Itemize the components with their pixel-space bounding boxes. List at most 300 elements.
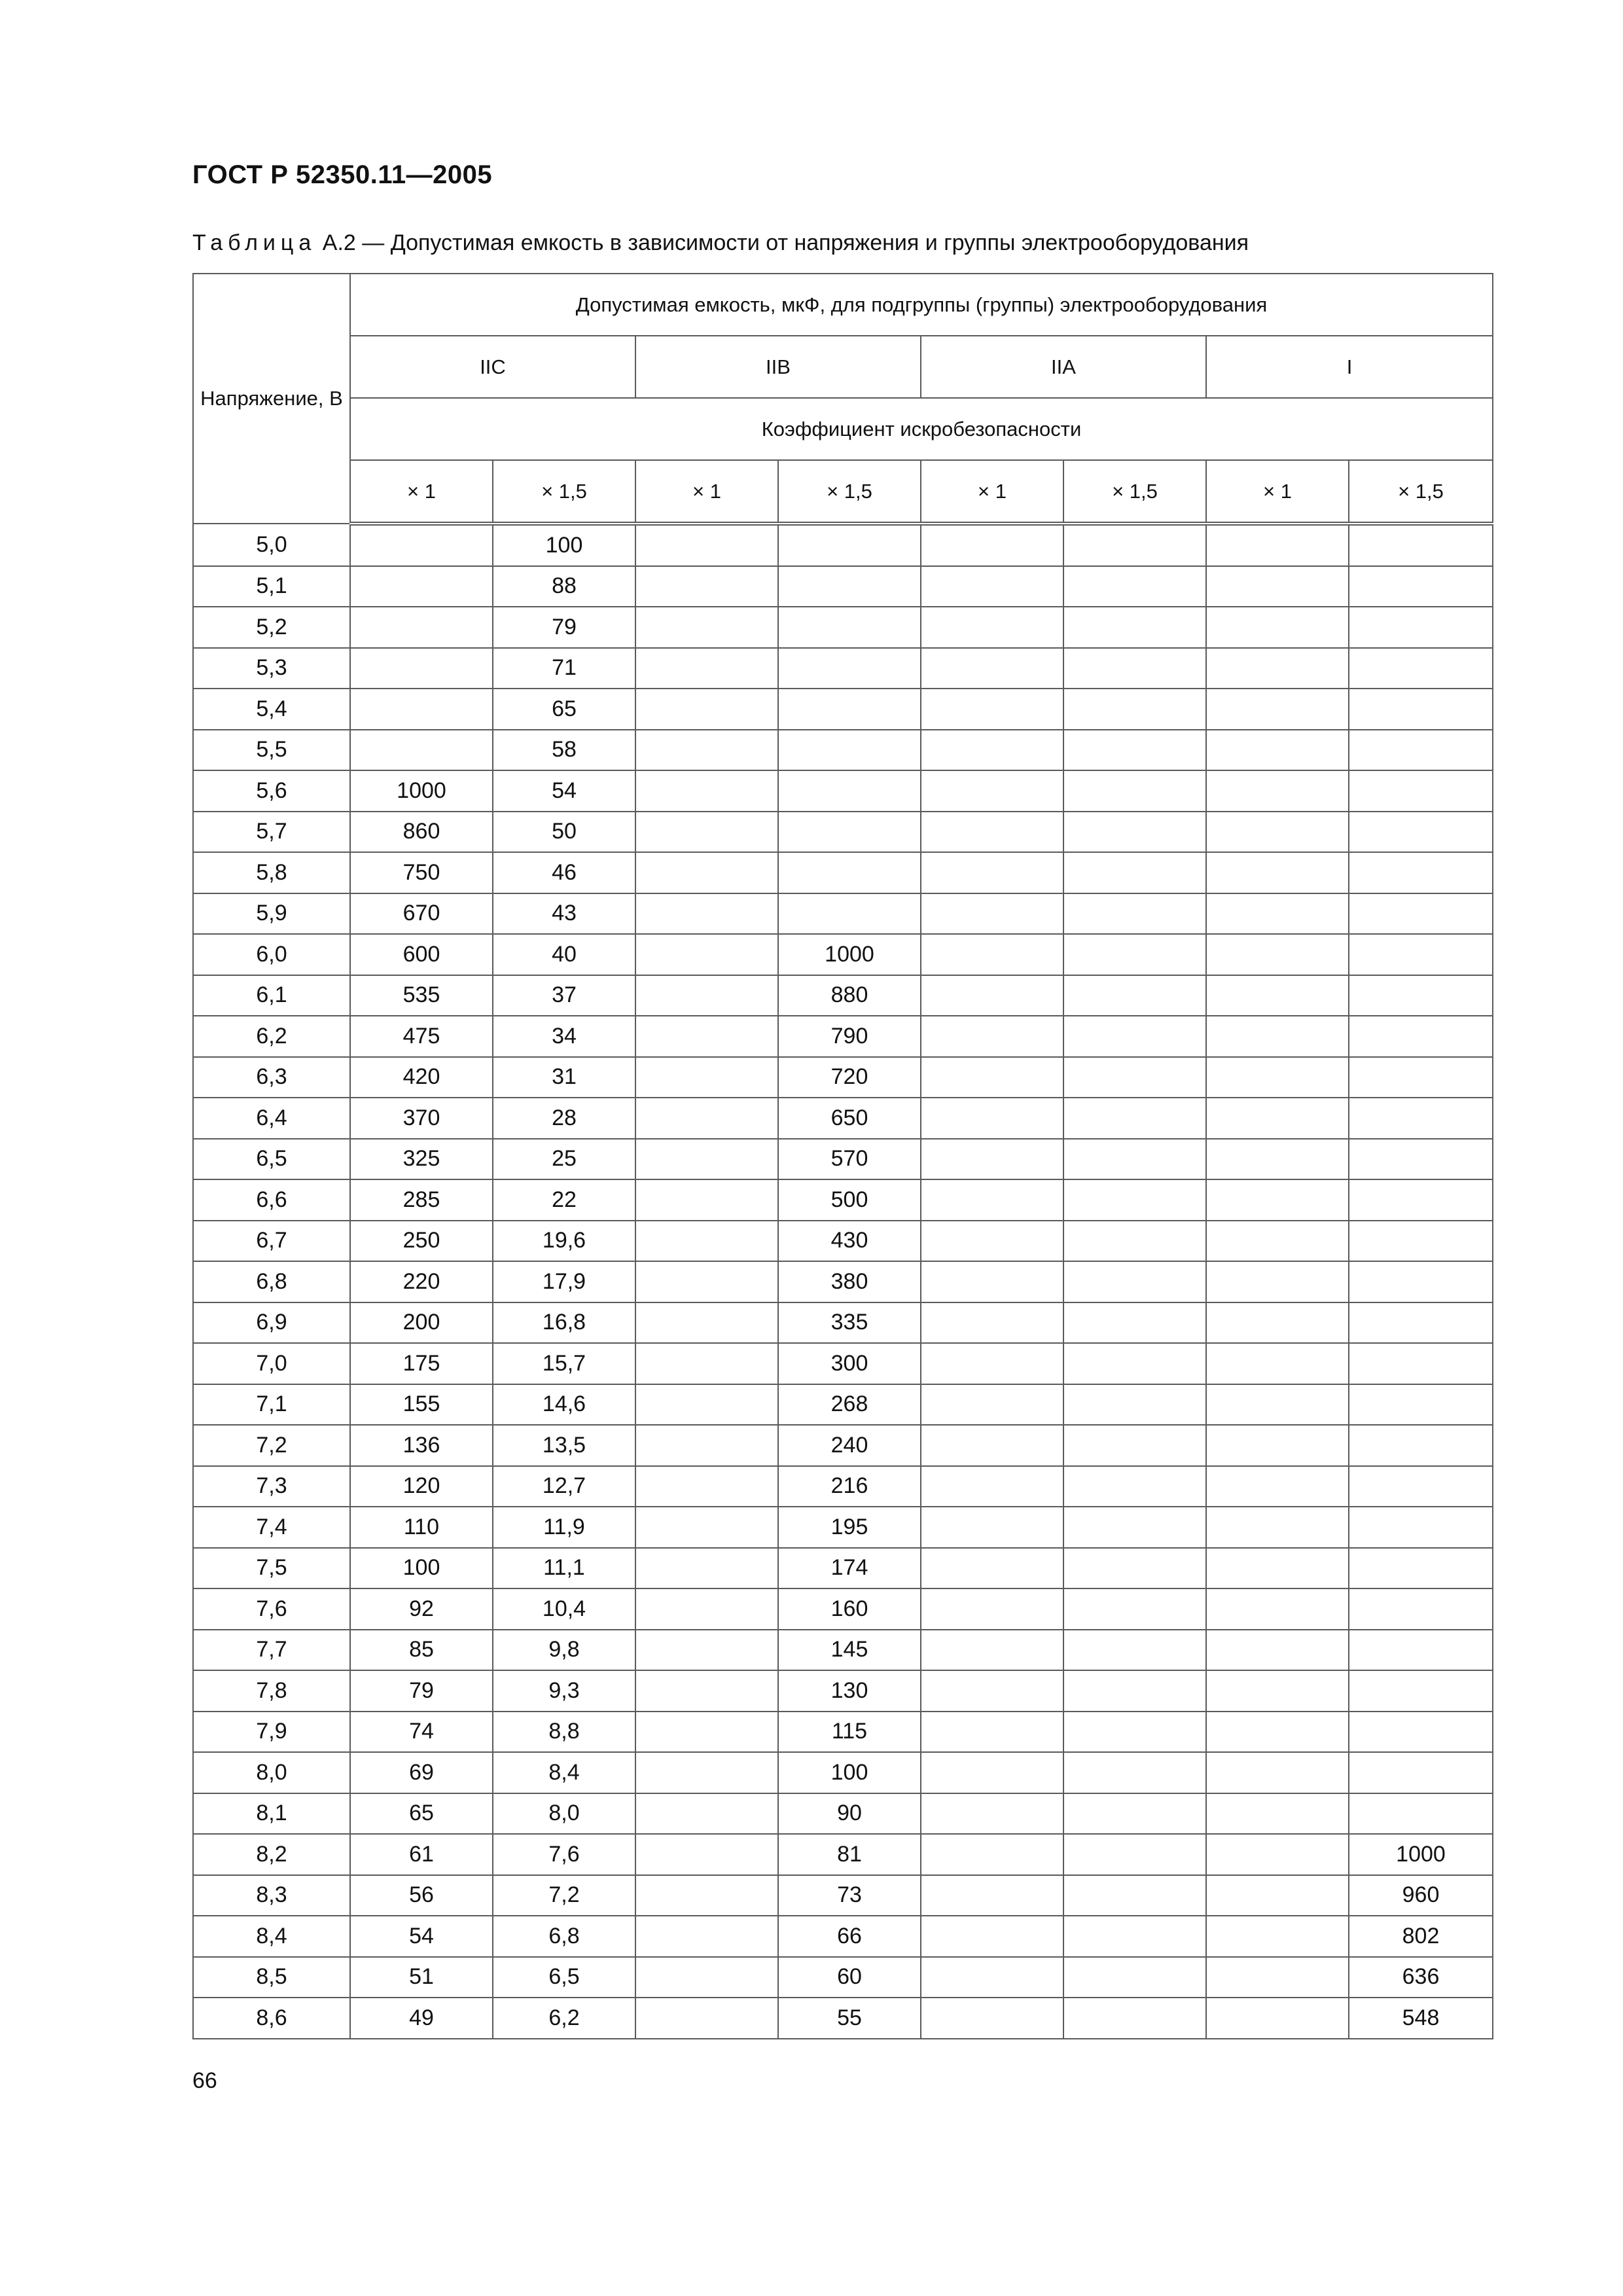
capacity-cell (778, 566, 921, 607)
capacity-cell: 600 (350, 934, 493, 975)
capacity-cell (635, 1916, 778, 1957)
capacity-cell (635, 893, 778, 935)
capacity-cell (921, 1507, 1063, 1548)
capacity-cell (1206, 770, 1349, 812)
capacity-cell: 9,8 (493, 1630, 635, 1671)
table-row (193, 1670, 1493, 1712)
capacity-cell: 11,1 (493, 1548, 635, 1589)
table-row (193, 975, 1493, 1016)
capacity-cell (921, 1793, 1063, 1835)
voltage-cell: 7,7 (193, 1630, 350, 1671)
table-row (193, 1875, 1493, 1916)
capacity-cell (778, 648, 921, 689)
capacity-cell (921, 1752, 1063, 1793)
voltage-cell: 5,2 (193, 607, 350, 648)
voltage-cell: 5,1 (193, 566, 350, 607)
table-row (193, 566, 1493, 607)
voltage-column-header: Напряжение, В (193, 274, 350, 524)
table-row (193, 1016, 1493, 1057)
capacity-cell: 16,8 (493, 1302, 635, 1344)
capacity-cell (1063, 852, 1206, 893)
capacity-cell (921, 566, 1063, 607)
capacity-cell (778, 893, 921, 935)
capacity-cell (635, 1425, 778, 1466)
capacity-cell (350, 524, 493, 566)
capacity-cell: 8,0 (493, 1793, 635, 1835)
voltage-cell: 8,3 (193, 1875, 350, 1916)
capacity-cell (921, 1221, 1063, 1262)
capacity-cell (1206, 1139, 1349, 1180)
capacity-cell (1063, 1998, 1206, 2039)
table-row (193, 1179, 1493, 1221)
capacity-cell (1063, 524, 1206, 566)
capacity-cell (921, 1179, 1063, 1221)
capacity-cell (350, 689, 493, 730)
capacity-cell (921, 1834, 1063, 1875)
voltage-cell: 6,5 (193, 1139, 350, 1180)
capacity-cell (1349, 648, 1493, 689)
capacity-cell: 25 (493, 1139, 635, 1180)
capacity-cell (1063, 566, 1206, 607)
capacity-cell (1349, 1466, 1493, 1507)
voltage-cell: 7,8 (193, 1670, 350, 1712)
capacity-cell: 268 (778, 1384, 921, 1426)
voltage-cell: 7,0 (193, 1343, 350, 1384)
voltage-cell: 6,0 (193, 934, 350, 975)
capacity-cell (1349, 1057, 1493, 1098)
capacity-cell (1206, 1221, 1349, 1262)
table-row (193, 1343, 1493, 1384)
capacity-cell: 325 (350, 1139, 493, 1180)
voltage-cell: 7,9 (193, 1712, 350, 1753)
capacity-cell (635, 1752, 778, 1793)
capacity-cell (778, 852, 921, 893)
voltage-cell: 8,6 (193, 1998, 350, 2039)
capacity-cell (1206, 1425, 1349, 1466)
capacity-cell: 79 (350, 1670, 493, 1712)
capacity-cell: 50 (493, 812, 635, 853)
group-header-iib: IIB (635, 336, 921, 398)
table-row (193, 1261, 1493, 1302)
capacity-cell (778, 812, 921, 853)
capacity-cell: 79 (493, 607, 635, 648)
capacity-cell (1349, 1670, 1493, 1712)
capacity-cell (1349, 852, 1493, 893)
capacity-cell (1063, 1343, 1206, 1384)
group-header-iia: IIA (921, 336, 1206, 398)
capacity-cell (1349, 566, 1493, 607)
capacity-cell: 88 (493, 566, 635, 607)
capacity-cell (1349, 1343, 1493, 1384)
capacity-cell (921, 1261, 1063, 1302)
capacity-cell (1063, 1630, 1206, 1671)
capacity-cell: 65 (493, 689, 635, 730)
capacity-cell: 880 (778, 975, 921, 1016)
capacity-cell: 670 (350, 893, 493, 935)
table-caption-text: А.2 — Допустимая емкость в зависимости от напряжения и группы электрооборудования (322, 230, 1249, 255)
capacity-cell (1063, 1507, 1206, 1548)
group-header-i: I (1206, 336, 1493, 398)
capacity-cell: 155 (350, 1384, 493, 1426)
capacity-table (192, 273, 1493, 2039)
capacity-cell (1206, 1957, 1349, 1998)
table-body (193, 524, 1493, 2039)
capacity-cell (1063, 1139, 1206, 1180)
capacity-cell (1206, 1098, 1349, 1139)
capacity-cell (1206, 730, 1349, 771)
capacity-cell (1206, 1261, 1349, 1302)
voltage-cell: 5,4 (193, 689, 350, 730)
voltage-cell: 5,5 (193, 730, 350, 771)
capacity-cell (1349, 934, 1493, 975)
capacity-cell: 40 (493, 934, 635, 975)
voltage-cell: 7,3 (193, 1466, 350, 1507)
capacity-cell (1063, 730, 1206, 771)
capacity-cell (1206, 1179, 1349, 1221)
capacity-cell (1063, 1548, 1206, 1589)
capacity-cell (921, 648, 1063, 689)
capacity-cell (1349, 770, 1493, 812)
capacity-cell (1206, 975, 1349, 1016)
capacity-cell: 175 (350, 1343, 493, 1384)
coefficient-header: Коэффициент искробезопасности (350, 398, 1493, 460)
capacity-cell: 6,2 (493, 1998, 635, 2039)
table-row (193, 1098, 1493, 1139)
table-row (193, 689, 1493, 730)
capacity-cell (635, 689, 778, 730)
capacity-cell (1206, 1712, 1349, 1753)
capacity-cell (1063, 1221, 1206, 1262)
table-row (193, 1425, 1493, 1466)
capacity-cell: 335 (778, 1302, 921, 1344)
table-row (193, 812, 1493, 853)
capacity-cell (1063, 1302, 1206, 1344)
capacity-cell: 790 (778, 1016, 921, 1057)
capacity-cell: 37 (493, 975, 635, 1016)
capacity-cell: 14,6 (493, 1384, 635, 1426)
table-row (193, 1057, 1493, 1098)
capacity-cell (1349, 524, 1493, 566)
capacity-cell: 66 (778, 1916, 921, 1957)
coefficient-cell: × 1 (635, 460, 778, 524)
capacity-cell (1349, 1221, 1493, 1262)
capacity-cell (778, 730, 921, 771)
capacity-cell: 636 (1349, 1957, 1493, 1998)
capacity-cell (1349, 893, 1493, 935)
capacity-cell (1206, 607, 1349, 648)
capacity-cell (1206, 934, 1349, 975)
capacity-cell (1063, 1793, 1206, 1835)
table-row (193, 893, 1493, 935)
capacity-cell (921, 607, 1063, 648)
voltage-cell: 8,1 (193, 1793, 350, 1835)
coefficient-cell: × 1 (350, 460, 493, 524)
table-row (193, 1712, 1493, 1753)
capacity-cell (921, 812, 1063, 853)
capacity-cell: 7,6 (493, 1834, 635, 1875)
capacity-cell: 960 (1349, 1875, 1493, 1916)
capacity-cell (1063, 607, 1206, 648)
capacity-cell (635, 1016, 778, 1057)
voltage-cell: 8,4 (193, 1916, 350, 1957)
capacity-cell (921, 1098, 1063, 1139)
capacity-cell: 92 (350, 1588, 493, 1630)
table-row (193, 770, 1493, 812)
capacity-cell (1206, 1343, 1349, 1384)
coefficient-cell: × 1 (1206, 460, 1349, 524)
capacity-cell (1063, 1752, 1206, 1793)
voltage-cell: 5,0 (193, 524, 350, 566)
capacity-cell (635, 1139, 778, 1180)
capacity-cell (1349, 1384, 1493, 1426)
capacity-cell (1063, 1875, 1206, 1916)
capacity-cell (1206, 1384, 1349, 1426)
capacity-cell (635, 1630, 778, 1671)
capacity-cell: 9,3 (493, 1670, 635, 1712)
table-caption-prefix: Таблица (192, 230, 317, 255)
capacity-cell (635, 852, 778, 893)
capacity-cell (635, 648, 778, 689)
capacity-cell: 69 (350, 1752, 493, 1793)
capacity-cell (921, 1670, 1063, 1712)
table-caption (192, 230, 1249, 256)
voltage-cell: 7,5 (193, 1548, 350, 1589)
capacity-cell (921, 852, 1063, 893)
capacity-cell: 7,2 (493, 1875, 635, 1916)
capacity-cell (1063, 1098, 1206, 1139)
table-row (193, 1221, 1493, 1262)
capacity-cell (635, 1957, 778, 1998)
capacity-cell (921, 1302, 1063, 1344)
capacity-cell (1063, 1670, 1206, 1712)
capacity-cell (635, 1098, 778, 1139)
capacity-cell (921, 1998, 1063, 2039)
capacity-cell (1349, 1139, 1493, 1180)
capacity-cell (635, 934, 778, 975)
capacity-cell: 11,9 (493, 1507, 635, 1548)
capacity-cell (350, 730, 493, 771)
capacity-cell (921, 1139, 1063, 1180)
table-row (193, 1916, 1493, 1957)
table-row (193, 607, 1493, 648)
capacity-cell (921, 1548, 1063, 1589)
capacity-cell (921, 893, 1063, 935)
capacity-cell (635, 812, 778, 853)
table-row (193, 1302, 1493, 1344)
capacity-cell (1063, 812, 1206, 853)
capacity-cell (1206, 1793, 1349, 1835)
capacity-cell (1063, 1588, 1206, 1630)
capacity-cell: 220 (350, 1261, 493, 1302)
capacity-cell (1206, 1588, 1349, 1630)
capacity-cell: 43 (493, 893, 635, 935)
capacity-cell (1349, 689, 1493, 730)
capacity-cell (635, 1507, 778, 1548)
capacity-cell (1206, 1507, 1349, 1548)
table-row (193, 1630, 1493, 1671)
capacity-cell: 120 (350, 1466, 493, 1507)
capacity-cell: 650 (778, 1098, 921, 1139)
capacity-cell: 380 (778, 1261, 921, 1302)
capacity-cell: 570 (778, 1139, 921, 1180)
capacity-cell: 61 (350, 1834, 493, 1875)
capacity-cell: 58 (493, 730, 635, 771)
capacity-cell (921, 1712, 1063, 1753)
capacity-cell: 300 (778, 1343, 921, 1384)
capacity-cell (921, 1588, 1063, 1630)
capacity-cell: 6,5 (493, 1957, 635, 1998)
capacity-cell (1206, 524, 1349, 566)
voltage-cell: 5,8 (193, 852, 350, 893)
capacity-cell (635, 1548, 778, 1589)
capacity-cell: 6,8 (493, 1916, 635, 1957)
capacity-cell (1349, 975, 1493, 1016)
table-row (193, 1139, 1493, 1180)
capacity-cell (921, 1957, 1063, 1998)
capacity-cell (635, 524, 778, 566)
capacity-cell (635, 1343, 778, 1384)
capacity-cell: 160 (778, 1588, 921, 1630)
table-row (193, 1548, 1493, 1589)
capacity-cell (1206, 1548, 1349, 1589)
capacity-cell (1206, 1302, 1349, 1344)
capacity-cell (635, 1302, 778, 1344)
capacity-cell: 19,6 (493, 1221, 635, 1262)
capacity-cell: 195 (778, 1507, 921, 1548)
capacity-cell (1063, 770, 1206, 812)
capacity-cell: 28 (493, 1098, 635, 1139)
capacity-cell (1349, 1261, 1493, 1302)
voltage-cell: 6,6 (193, 1179, 350, 1221)
capacity-cell (1206, 1998, 1349, 2039)
capacity-cell: 500 (778, 1179, 921, 1221)
capacity-cell: 8,4 (493, 1752, 635, 1793)
voltage-cell: 6,1 (193, 975, 350, 1016)
table-row (193, 1507, 1493, 1548)
capacity-cell (921, 730, 1063, 771)
capacity-cell (921, 524, 1063, 566)
capacity-cell (1206, 1630, 1349, 1671)
table-row (193, 524, 1493, 566)
capacity-cell: 145 (778, 1630, 921, 1671)
capacity-cell: 370 (350, 1098, 493, 1139)
capacity-cell (778, 770, 921, 812)
capacity-header: Допустимая емкость, мкФ, для подгруппы (группы) электрооборудования (350, 274, 1493, 336)
capacity-cell: 1000 (350, 770, 493, 812)
capacity-cell: 60 (778, 1957, 921, 1998)
document-header: ГОСТ Р 52350.11—2005 (192, 160, 493, 189)
capacity-cell (1206, 1875, 1349, 1916)
capacity-cell (635, 730, 778, 771)
capacity-cell (1206, 893, 1349, 935)
coefficient-cell: × 1,5 (1063, 460, 1206, 524)
coefficient-cell: × 1 (921, 460, 1063, 524)
capacity-cell: 10,4 (493, 1588, 635, 1630)
capacity-cell: 12,7 (493, 1466, 635, 1507)
capacity-cell: 100 (778, 1752, 921, 1793)
capacity-cell: 8,8 (493, 1712, 635, 1753)
capacity-cell (1349, 1548, 1493, 1589)
capacity-cell (1349, 1425, 1493, 1466)
capacity-cell: 85 (350, 1630, 493, 1671)
capacity-cell (1063, 893, 1206, 935)
capacity-cell (1349, 730, 1493, 771)
capacity-cell (1206, 1016, 1349, 1057)
capacity-cell (1349, 812, 1493, 853)
capacity-cell (635, 1998, 778, 2039)
voltage-cell: 5,3 (193, 648, 350, 689)
capacity-cell (635, 1670, 778, 1712)
capacity-cell (1206, 1916, 1349, 1957)
capacity-cell (778, 607, 921, 648)
capacity-cell: 55 (778, 1998, 921, 2039)
capacity-cell (1206, 689, 1349, 730)
capacity-cell (635, 607, 778, 648)
page-number: 66 (192, 2068, 217, 2093)
capacity-cell (1349, 1016, 1493, 1057)
table-row (193, 1588, 1493, 1630)
capacity-cell (1349, 1179, 1493, 1221)
capacity-cell: 430 (778, 1221, 921, 1262)
capacity-cell: 860 (350, 812, 493, 853)
capacity-cell (1063, 1179, 1206, 1221)
capacity-cell (1063, 1712, 1206, 1753)
capacity-cell (1349, 1507, 1493, 1548)
capacity-cell: 115 (778, 1712, 921, 1753)
voltage-cell: 7,1 (193, 1384, 350, 1426)
capacity-cell (1206, 812, 1349, 853)
table-row (193, 1957, 1493, 1998)
capacity-cell (1206, 1057, 1349, 1098)
capacity-cell: 1000 (778, 934, 921, 975)
capacity-cell (921, 1016, 1063, 1057)
capacity-cell (635, 566, 778, 607)
capacity-cell: 130 (778, 1670, 921, 1712)
voltage-cell: 7,2 (193, 1425, 350, 1466)
table-row (193, 1793, 1493, 1835)
capacity-cell: 216 (778, 1466, 921, 1507)
capacity-cell: 15,7 (493, 1343, 635, 1384)
capacity-cell: 240 (778, 1425, 921, 1466)
capacity-cell: 71 (493, 648, 635, 689)
capacity-cell (1063, 975, 1206, 1016)
capacity-cell: 46 (493, 852, 635, 893)
capacity-cell: 110 (350, 1507, 493, 1548)
voltage-cell: 6,4 (193, 1098, 350, 1139)
capacity-cell (1063, 934, 1206, 975)
capacity-cell: 22 (493, 1179, 635, 1221)
capacity-cell (921, 1630, 1063, 1671)
capacity-cell (1063, 1057, 1206, 1098)
capacity-cell (1206, 1466, 1349, 1507)
voltage-cell: 7,6 (193, 1588, 350, 1630)
capacity-cell (1063, 1261, 1206, 1302)
capacity-cell (635, 1384, 778, 1426)
capacity-cell: 802 (1349, 1916, 1493, 1957)
capacity-cell: 174 (778, 1548, 921, 1589)
capacity-cell: 720 (778, 1057, 921, 1098)
voltage-cell: 6,3 (193, 1057, 350, 1098)
capacity-cell (1063, 1916, 1206, 1957)
capacity-cell (635, 1588, 778, 1630)
voltage-cell: 6,2 (193, 1016, 350, 1057)
capacity-cell (1206, 1834, 1349, 1875)
coefficient-cell: × 1,5 (493, 460, 635, 524)
table-row (193, 730, 1493, 771)
table-row (193, 1466, 1493, 1507)
capacity-cell: 90 (778, 1793, 921, 1835)
capacity-cell: 100 (350, 1548, 493, 1589)
